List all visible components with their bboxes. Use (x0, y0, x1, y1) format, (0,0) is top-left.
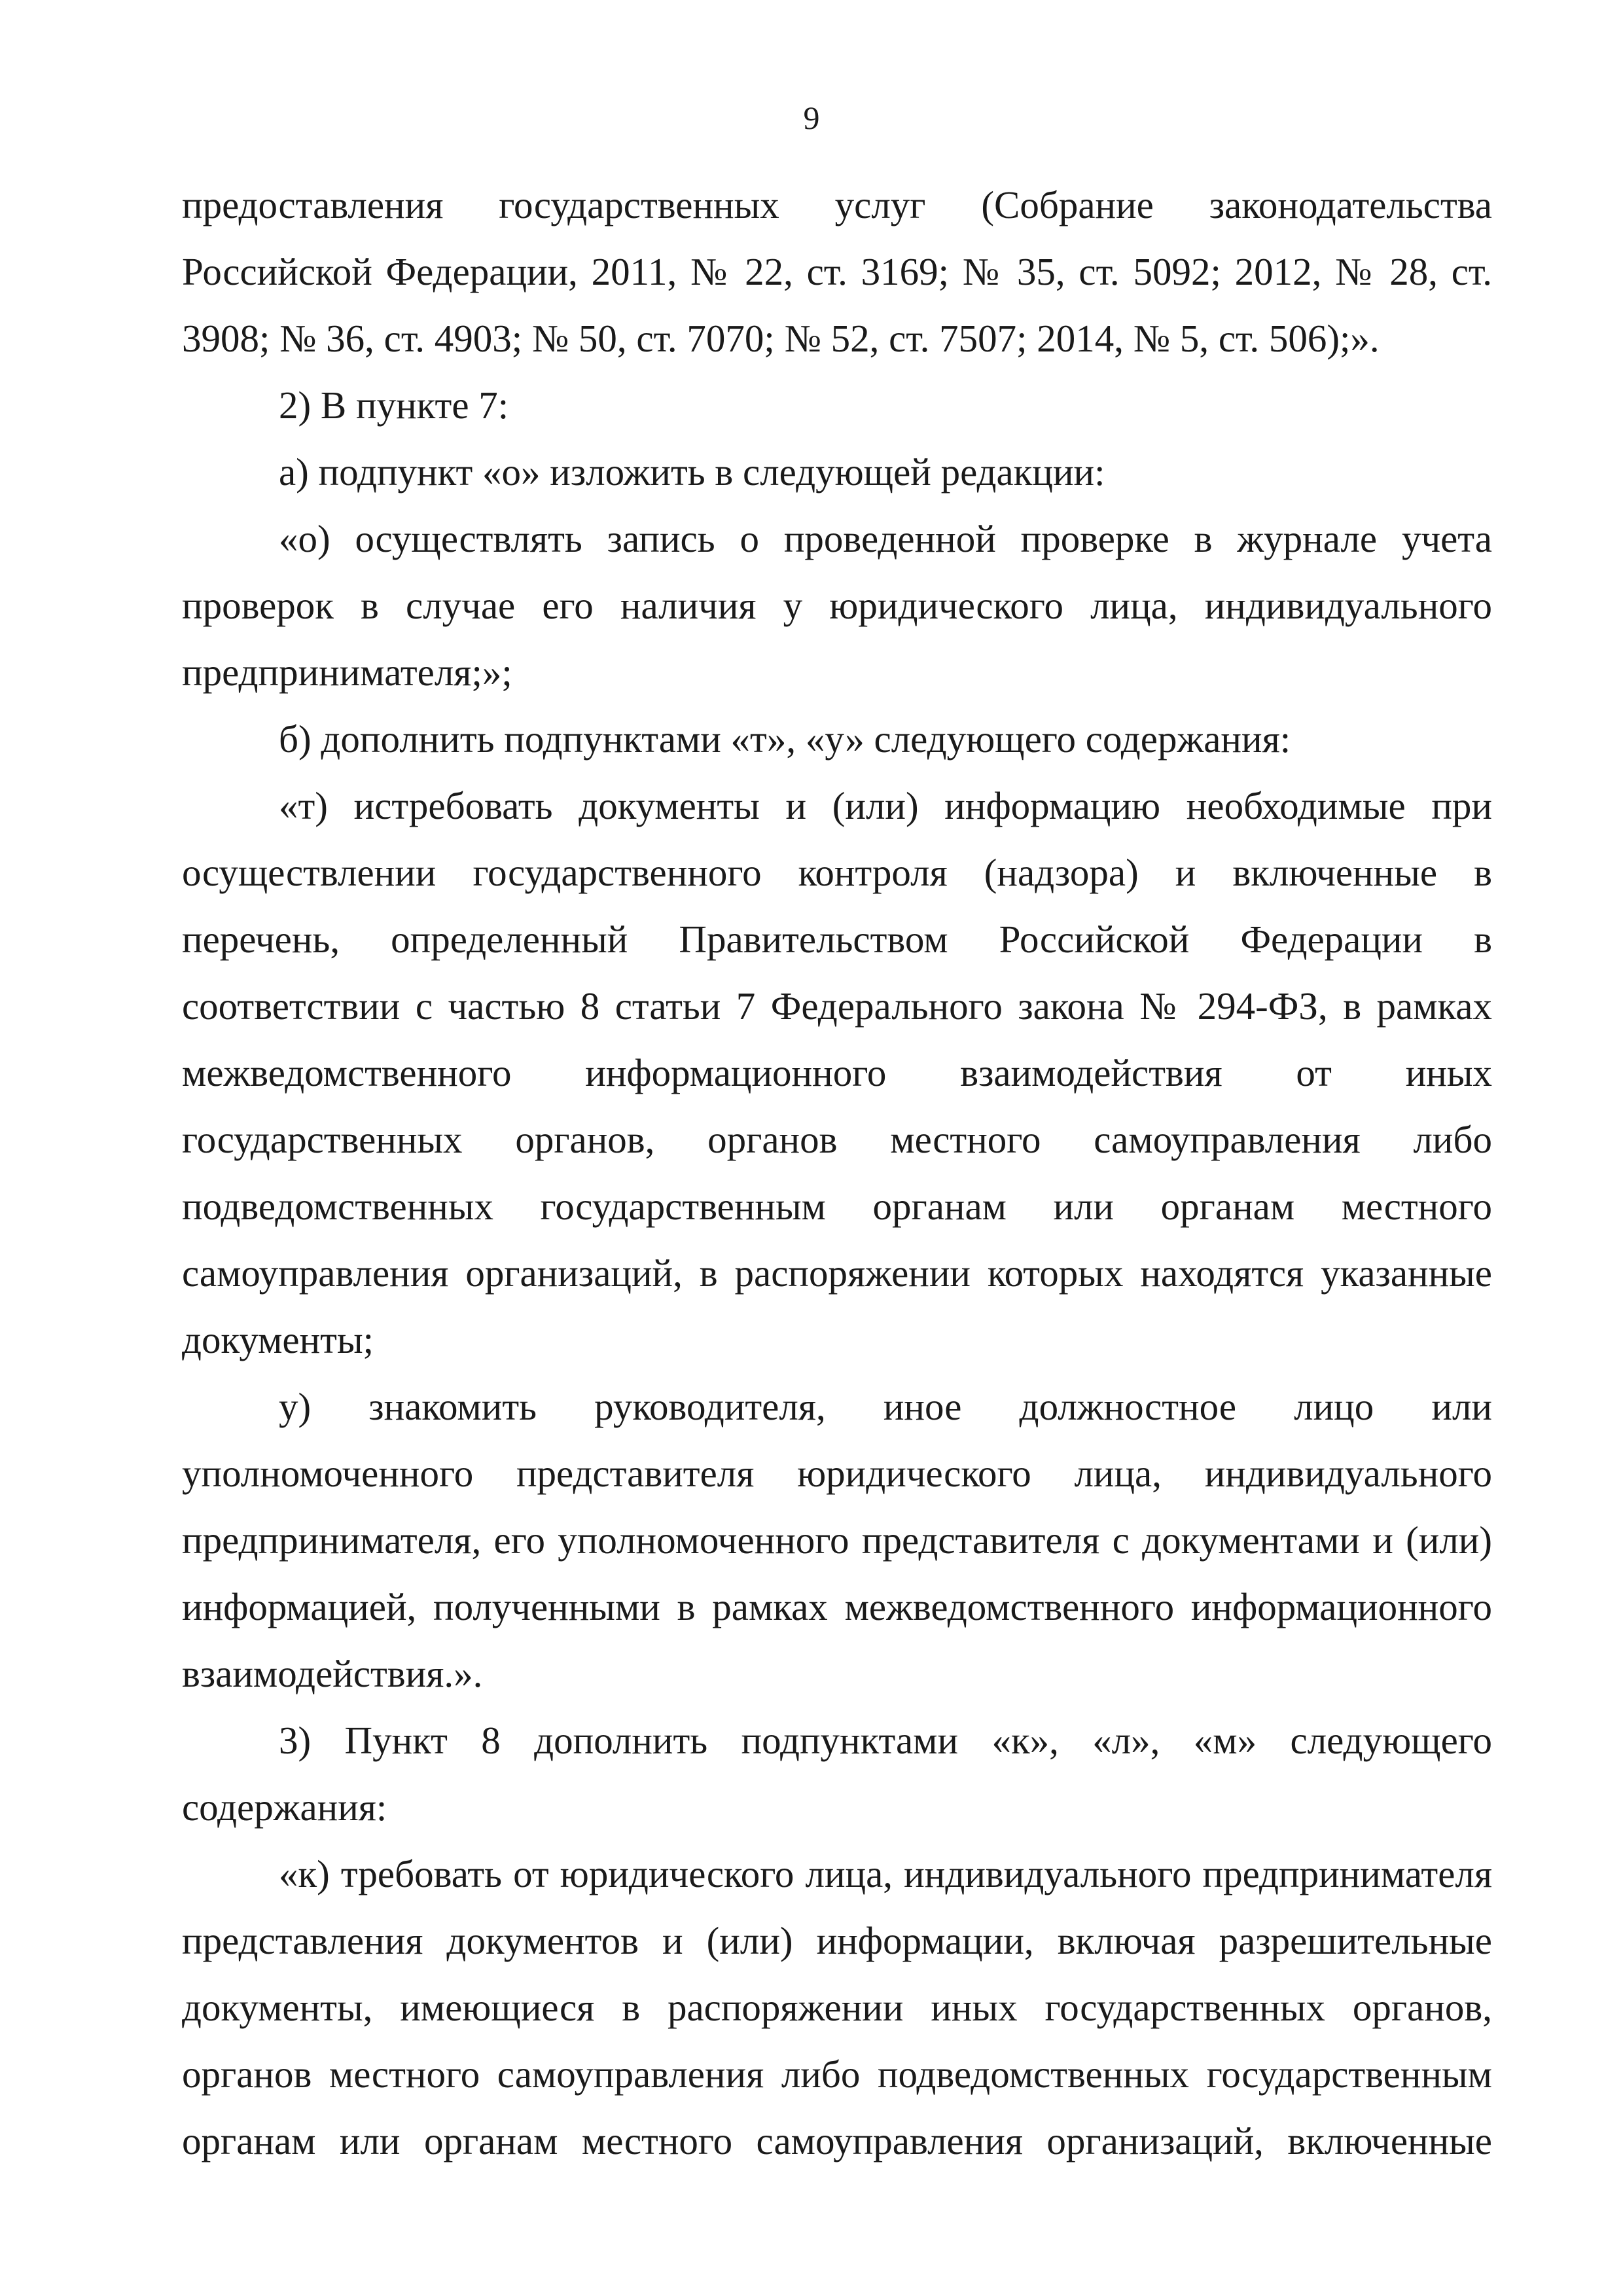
paragraph-1: предоставления государственных услуг (Собрание законодательства Российской Федерации, 2011, № 22, ст. 3169; № 35, ст. 5092; 2012, № 28, ст. 3908; № 36, ст. 4903; № 50, ст. 7070; № 52, ст. 7507; 2014, № 5, ст. 506);». (182, 183, 1492, 360)
paragraph-8: 3) Пункт 8 дополнить подпунктами «к», «л», «м» следующего содержания: (182, 1719, 1492, 1829)
paragraph-6: «т) истребовать документы и (или) информацию необходимые при осуществлении государственного контроля (надзора) и включенные в перечень, определенный Правительством Российской Федерации в соответствии с частью 8 статьи 7 Федерального закона № 294-ФЗ, в рамках межведомственного информационного взаимодействия от иных государственных органов, органов местного самоуправления либо подведомственных государственным органам или органам местного самоуправления организаций, в распоряжении которых находятся указанные документы; (182, 784, 1492, 1361)
paragraph-7: у) знакомить руководителя, иное должностное лицо или уполномоченного представителя юридического лица, индивидуального предпринимателя, его уполномоченного представителя с документами и (или) информацией, полученными в рамках межведомственного информационного взаимодействия.». (182, 1385, 1492, 1695)
paragraph-4: «о) осуществлять запись о проведенной проверке в журнале учета проверок в случае его наличия у юридического лица, индивидуального предпринимателя;»; (182, 517, 1492, 694)
paragraph-2: 2) В пункте 7: (279, 384, 509, 427)
paragraph-9: «к) требовать от юридического лица, индивидуального предпринимателя представления документов и (или) информации, включая разрешительные документы, имеющиеся в распоряжении иных государственных органов, органов местного самоуправления либо подведомственных государственным органам или органам местного самоуправления организаций, включенные (182, 1852, 1492, 2162)
paragraph-5: б) дополнить подпунктами «т», «у» следующего содержания: (279, 717, 1291, 761)
paragraph-3: а) подпункт «о» изложить в следующей редакции: (279, 450, 1105, 493)
page-number: 9 (803, 99, 820, 136)
document-body (182, 171, 1492, 2174)
